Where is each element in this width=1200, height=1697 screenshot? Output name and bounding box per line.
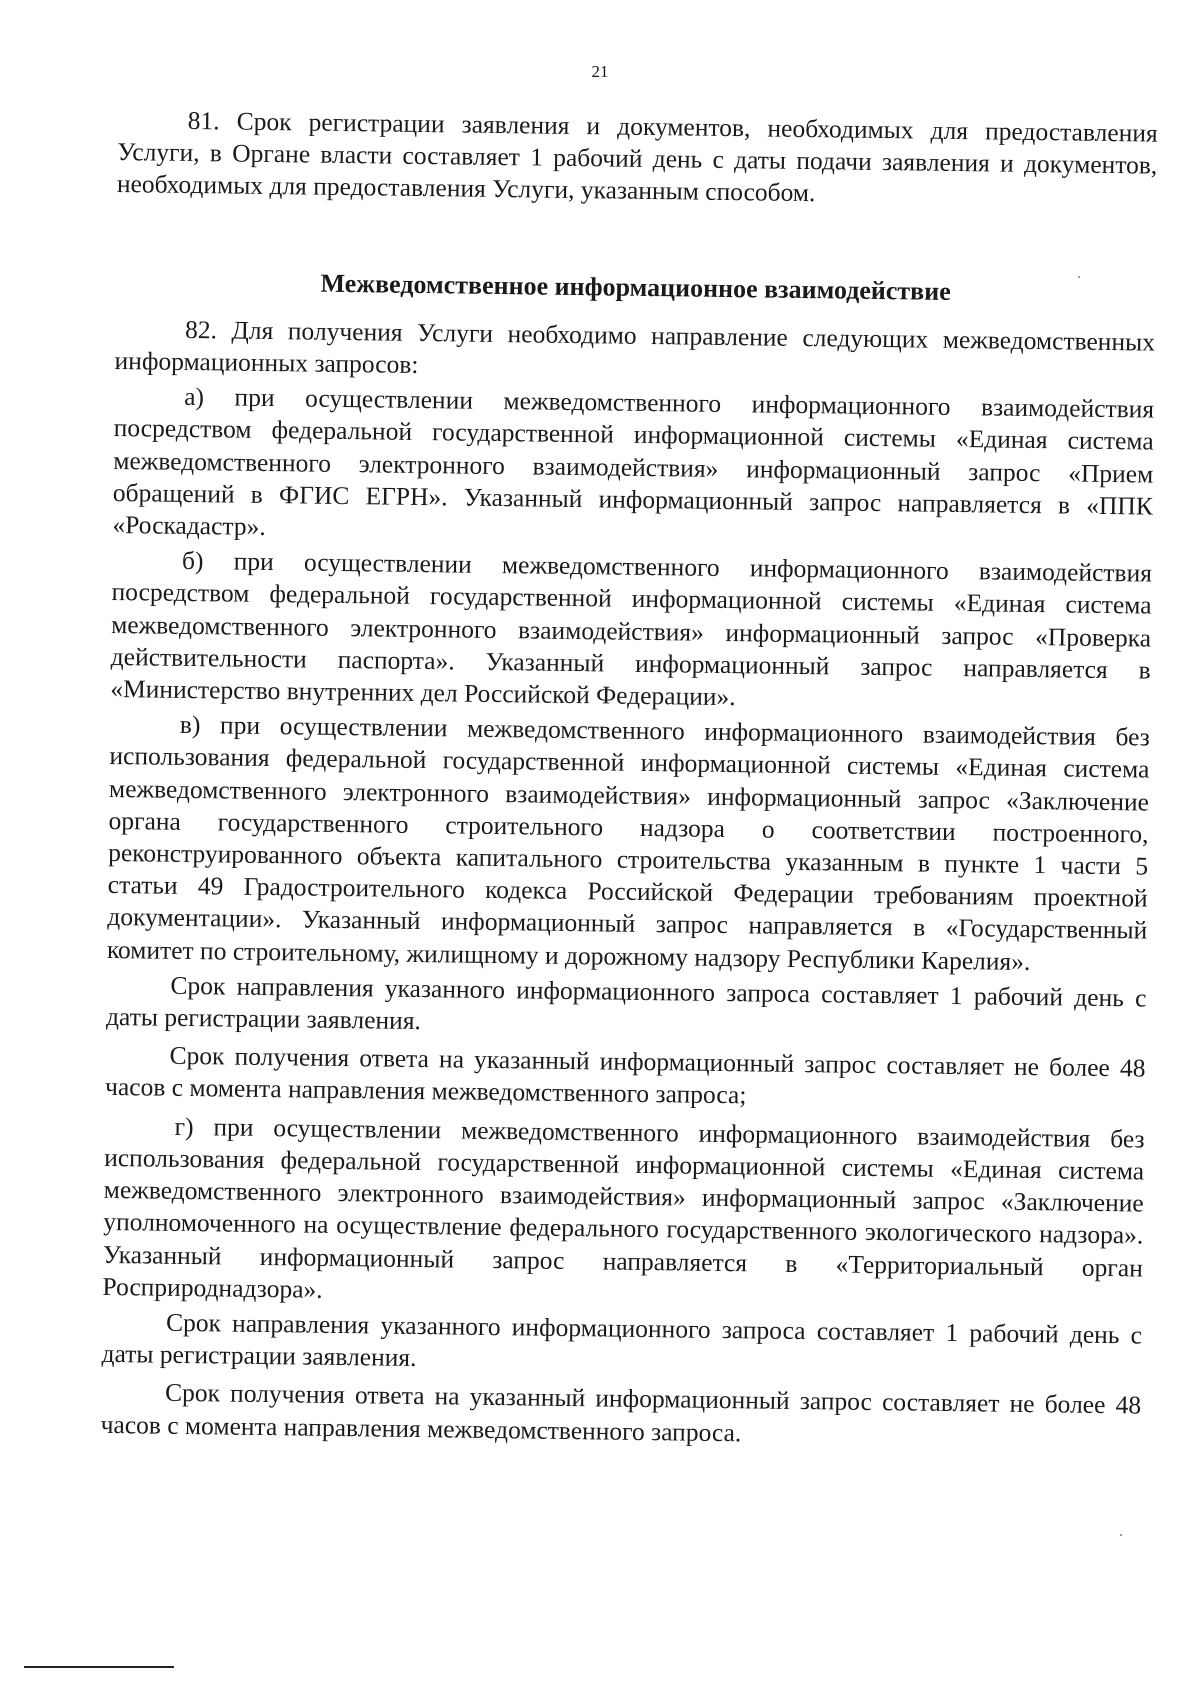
- item-a: а) при осуществлении межведомственного информационного взаимодействия посредством федеральной государственной информационной системы «Единая система межведомственного электронного взаимодействия» информационный запрос «Прием обращений в ФГИС ЕГРН». Указанный информационный запрос направляется в «ППК «Роскадастр».: [112, 382, 1155, 542]
- document-body: [100, 104, 1157, 1460]
- item-g: г) при осуществлении межведомственного информационного взаимодействия без использования федеральной государственной информационной системы «Единая система межведомственного электронного взаимодействия» информационный запрос «Заключение уполномоченного на осуществление федерального государственного экологического надзора». Указанный информационный запрос направляется в «Территориальный орган Росприроднадзора».: [102, 1111, 1145, 1304]
- deadline-send-v: Срок направления указанного информационного запроса составляет 1 рабочий день с даты регистрации заявления.: [105, 970, 1147, 1036]
- deadline-response-v: Срок получения ответа на указанный информационный запрос составляет не более 48 часов с момента направления межведомственного запроса;: [104, 1041, 1146, 1110]
- item-v: в) при осуществлении межведомственного информационного взаимодействия без использования федеральной государственной информационной системы «Единая система межведомственного электронного взаимодействия» информационный запрос «Заключение органа государственного строительного надзора о соответствии построенного, реконструированного объекта капитального строительства указанным в пункте 1 части 5 статьи 49 Градостроительного кодекса Российской Федерации требованиям проектной документации». Указанный информационный запрос направляется в «Государственный комитет по строительному, жилищному и дорожному надзору Республики Карелия».: [106, 710, 1150, 976]
- scan-speck: [1120, 1534, 1122, 1536]
- item-b: б) при осуществлении межведомственного информационного взаимодействия посредством федеральной государственной информационной системы «Единая система межведомственного электронного взаимодействия» информационный запрос «Проверка действительности паспорта». Указанный информационный запрос направляется в «Министерство внутренних дел Российской Федерации».: [110, 546, 1153, 712]
- deadline-send-g: Срок направления указанного информационного запроса составляет 1 рабочий день с даты регистрации заявления.: [101, 1307, 1143, 1373]
- paragraph-82: 82. Для получения Услуги необходимо направление следующих межведомственных информационных запросов:: [114, 314, 1156, 379]
- paragraph-81: 81. Срок регистрации заявления и документов, необходимых для предоставления Услуги, в Органе власти составляет 1 рабочий день с даты подачи заявления и документов, необходимых для предоставления Услуги, указанным способом.: [116, 105, 1158, 208]
- scan-speck: [1078, 276, 1080, 278]
- footnote-separator-line: [24, 1666, 174, 1668]
- section-heading: Межведомственное информационное взаимодействие: [320, 268, 951, 306]
- deadline-response-g: Срок получения ответа на указанный информационный запрос составляет не более 48 часов с момента направления межведомственного запроса.: [100, 1378, 1142, 1447]
- page-number: 21: [591, 62, 609, 81]
